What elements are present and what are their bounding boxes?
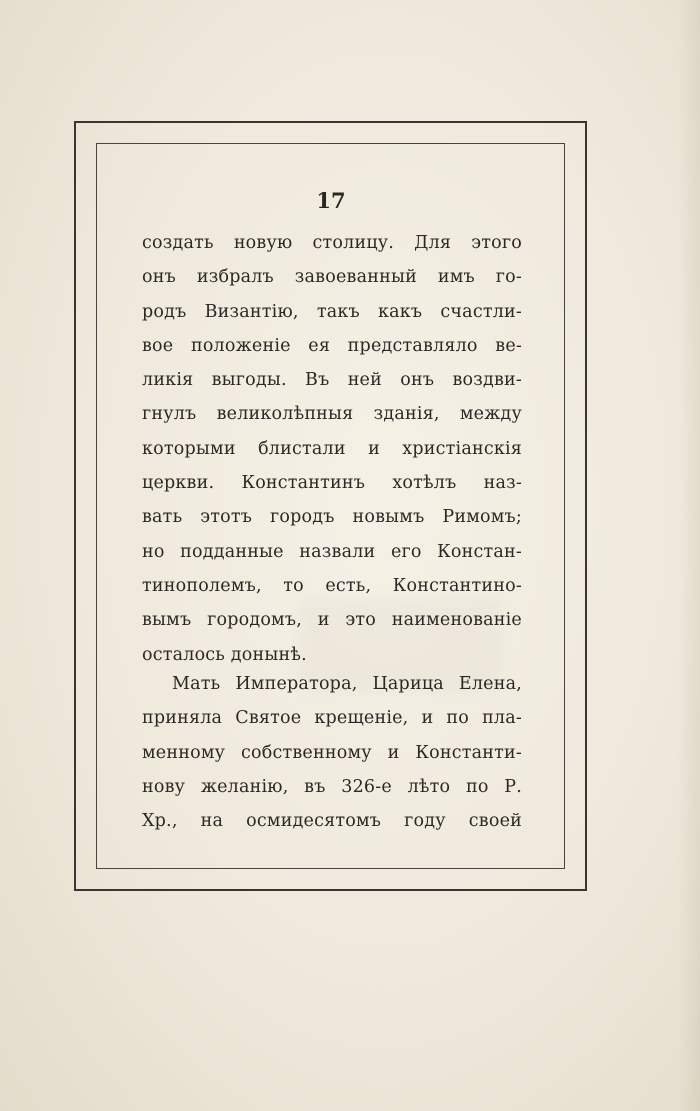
text-line: онъ избралъ завоеванный имъ го-	[142, 267, 522, 288]
text-line: менному собственному и Константи-	[142, 742, 522, 763]
text-line: Мать Императора, Царица Елена,	[172, 674, 522, 694]
text-line: приняла Святое крещеніе, и по пла-	[142, 708, 522, 729]
page-edge-shadow	[678, 0, 700, 1111]
text-line: тинополемъ, то есть, Константино-	[142, 575, 522, 596]
paragraph-1	[142, 226, 522, 672]
text-line: которыми блистали и христіанскія	[142, 438, 522, 459]
text-line: церкви. Константинъ хотѣлъ наз-	[142, 473, 522, 494]
text-line: вымъ городомъ, и это наименованіе	[142, 610, 522, 631]
text-line: нову желанію, въ 326-е лѣто по Р.	[142, 776, 522, 797]
text-line: вое положеніе ея представляло ве-	[142, 335, 522, 356]
text-line: Хр., на осмидесятомъ году своей	[142, 811, 522, 832]
text-line: ликія выгоды. Въ ней онъ воздви-	[142, 370, 522, 391]
text-line: но подданные назвали его Констан-	[142, 541, 522, 562]
paragraph-2	[142, 667, 522, 838]
text-line: вать этотъ городъ новымъ Римомъ;	[142, 507, 522, 528]
text-line: создать новую столицу. Для этого	[142, 233, 522, 253]
text-line: родъ Византію, такъ какъ счастли-	[142, 301, 522, 322]
text-line: осталось донынѣ.	[142, 644, 307, 665]
page-number: 17	[316, 188, 346, 213]
text-line: гнулъ великолѣпныя зданія, между	[142, 404, 522, 425]
